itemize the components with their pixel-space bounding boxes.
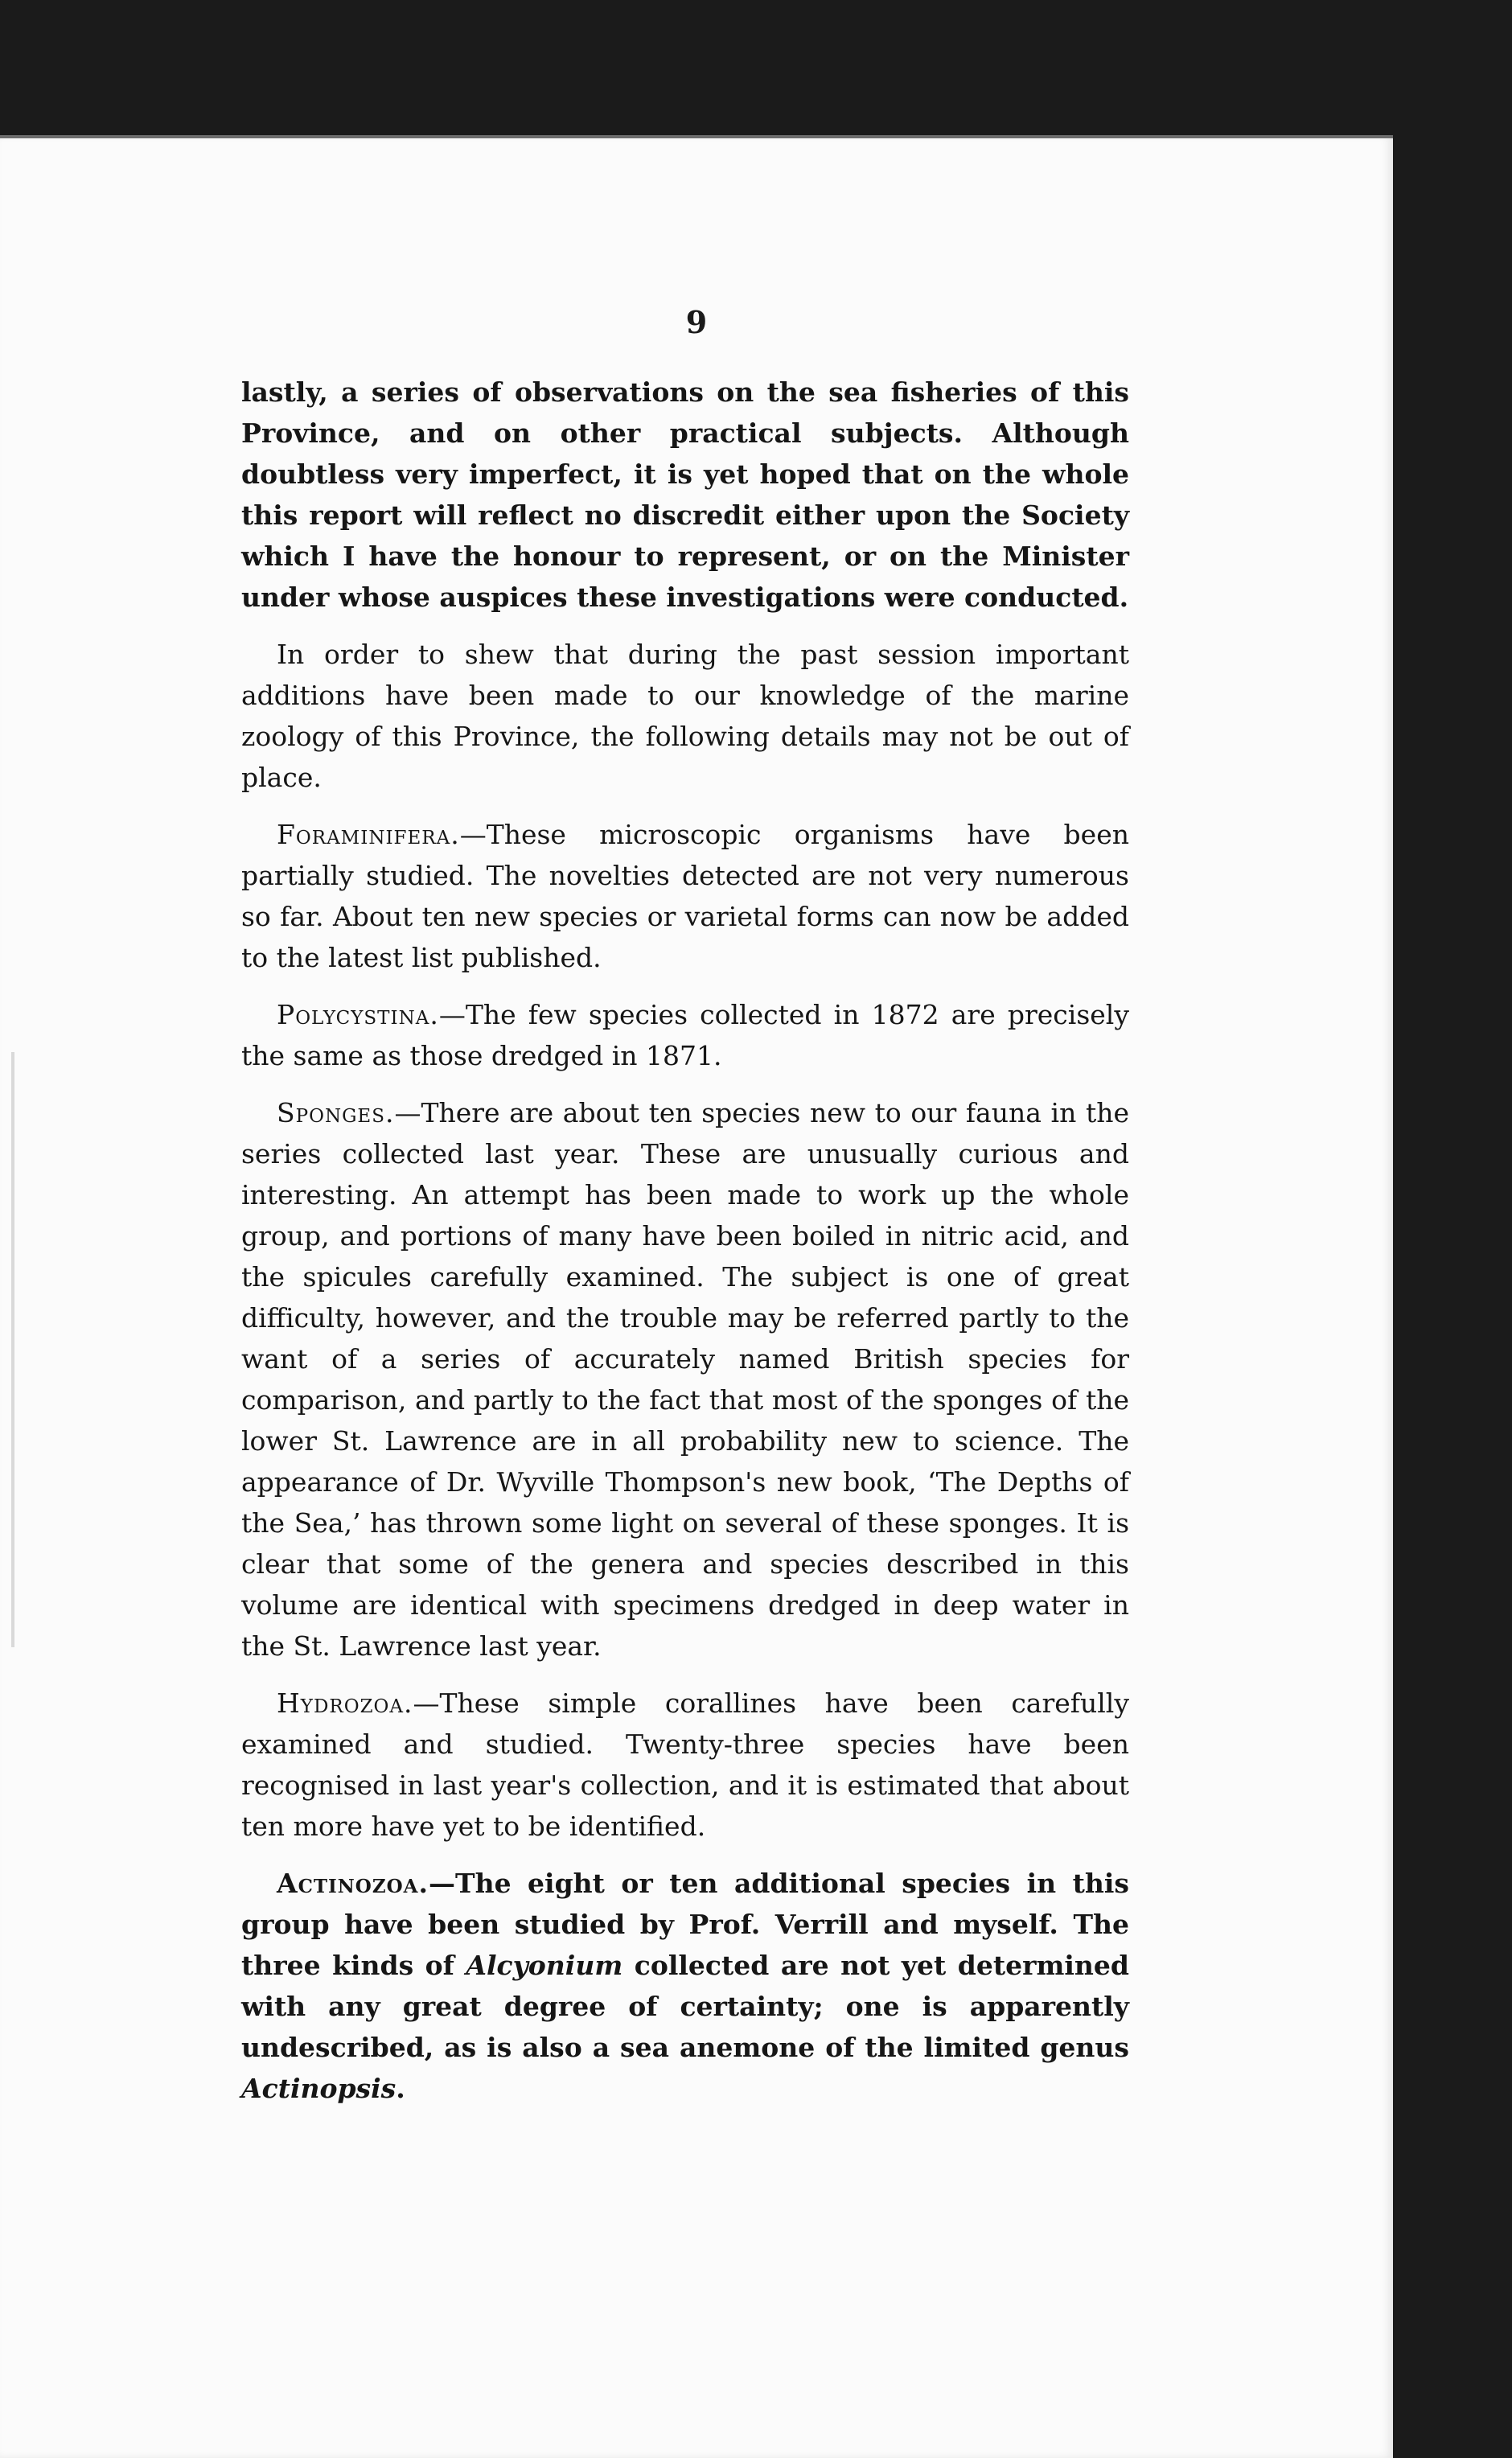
- section-heading-polycystina: Polycystina.: [277, 999, 439, 1030]
- section-heading-hydrozoa: Hydrozoa.: [277, 1687, 413, 1719]
- section-text-sponges: —There are about ten species new to our fauna in the series collected last year. These are unusually curious and interesting. An attempt has been made to work up the whole group, and portions of many have been boiled in nitric acid, and the spicules carefully examined. The subject is one of great difficulty, however, and the trouble may be referred partly to the want of a series of accurately named British species for comparison, and partly to the fact that most of the sponges of the lower St. Lawrence are in all probability new to science. The appearance of Dr. Wyville Thompson's new book, ‘The Depths of the Sea,’ has thrown some light on several of these sponges. It is clear that some of the genera and species described in this volume are identical with specimens dredged in deep water in the St. Lawrence last year.: [241, 1097, 1129, 1662]
- page-number: 9: [685, 304, 708, 340]
- paragraph-sponges: [241, 1092, 1129, 1667]
- section-text-foraminifera: —These microscopic organisms have been partially studied. The novelties detected are not very numerous so far. About ten new species or varietal forms can now be added to the latest list published.: [241, 819, 1129, 973]
- taxon-actinopsis: Actinopsis: [241, 2073, 396, 2104]
- left-margin-mark: [11, 1052, 14, 1647]
- section-heading-actinozoa: Actinozoa.: [277, 1868, 429, 1899]
- paragraph-2: In order to shew that during the past session important additions have been made to our knowledge of the marine zoology of this Province, the following details may not be out of place.: [241, 639, 1129, 793]
- paragraph-actinozoa: [241, 1863, 1129, 2109]
- section-text-actinozoa-c: .: [396, 2073, 405, 2104]
- section-heading-sponges: Sponges.: [277, 1097, 395, 1128]
- paragraph-hydrozoa: [241, 1683, 1129, 1847]
- section-text-actinozoa-a: —The eight or ten additional species in this group have been studied by Prof. Verrill and myself. The three kinds of: [241, 1868, 1129, 1981]
- body-text: [241, 372, 1129, 2125]
- page-top-edge: [0, 135, 1393, 138]
- section-heading-foraminifera: Foraminifera.: [277, 819, 460, 850]
- paragraph-1: lastly, a series of observations on the sea fisheries of this Province, and on other practical subjects. Although doubtless very imperfect, it is yet hoped that on the whole this report will reflect no discredit either upon the Society which I have the honour to represent, or on the Minister under whose auspices these investigations were conducted.: [241, 376, 1129, 613]
- section-text-actinozoa-b: collected are not yet determined with any great degree of certainty; one is apparently undescribed, as is also a sea anemone of the limited genus: [241, 1950, 1129, 2063]
- taxon-alcyonium: Alcyonium: [466, 1950, 623, 1981]
- paragraph-foraminifera: [241, 814, 1129, 978]
- section-text-hydrozoa: —These simple corallines have been carefully examined and studied. Twenty-three species have been recognised in last year's collection, and it is estimated that about ten more have yet to be identified.: [241, 1687, 1129, 1842]
- paragraph-polycystina: [241, 994, 1129, 1076]
- section-text-polycystina: —The few species collected in 1872 are precisely the same as those dredged in 1871.: [241, 999, 1129, 1071]
